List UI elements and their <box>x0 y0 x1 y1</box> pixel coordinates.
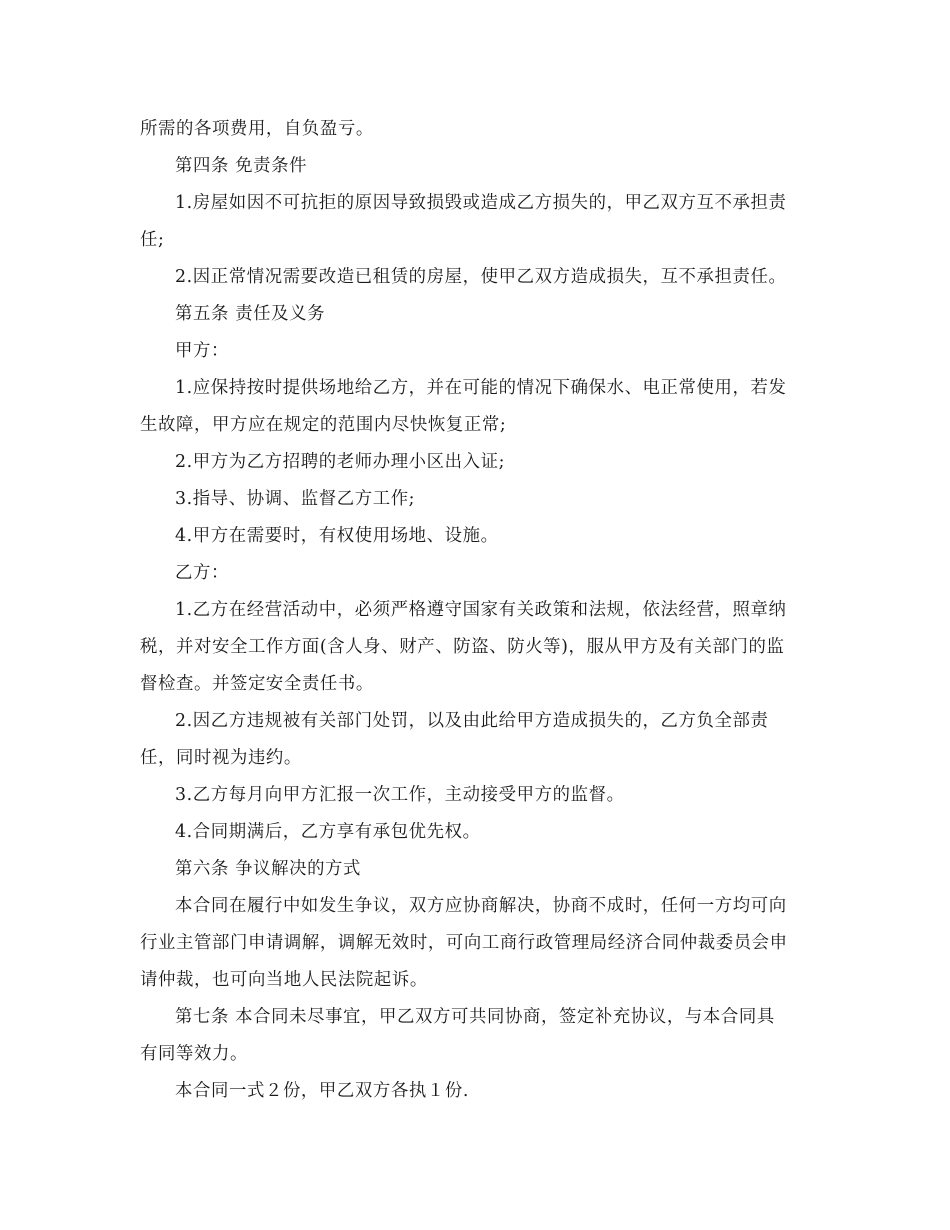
text-line: 所需的各项费用，自负盈亏。 <box>140 119 374 139</box>
text-line: 生故障，甲方应在规定的范围内尽快恢复正常; <box>140 415 507 435</box>
text-line: 督检查。并签定安全责任书。 <box>140 674 374 694</box>
document-body <box>140 111 812 1110</box>
text-line: 2.甲方为乙方招聘的老师办理小区出入证; <box>175 452 506 472</box>
text-line: 任; <box>140 230 165 250</box>
text-line: 3.乙方每月向甲方汇报一次工作，主动接受甲方的监督。 <box>175 785 625 805</box>
section-heading: 第六条 争议解决的方式 <box>175 859 362 879</box>
party-label: 甲方： <box>175 341 229 361</box>
text-line: 1.房屋如因不可抗拒的原因导致损毁或造成乙方损失的，甲乙双方互不承担责 <box>175 193 787 213</box>
section-heading: 第四条 免责条件 <box>175 156 308 176</box>
text-line: 有同等效力。 <box>140 1044 248 1064</box>
text-line: 4.合同期满后，乙方享有承包优先权。 <box>175 822 481 842</box>
text-line: 行业主管部门申请调解，调解无效时，可向工商行政管理局经济合同仲裁委员会申 <box>140 933 788 953</box>
text-line: 请仲裁，也可向当地人民法院起诉。 <box>140 970 428 990</box>
text-line: 1.应保持按时提供场地给乙方，并在可能的情况下确保水、电正常使用，若发 <box>175 378 787 398</box>
text-line: 本合同一式２份，甲乙双方各执１份. <box>175 1081 469 1101</box>
section-heading: 第五条 责任及义务 <box>175 304 326 324</box>
text-line: 2.因正常情况需要改造已租赁的房屋，使甲乙双方造成损失，互不承担责任。 <box>175 267 787 287</box>
party-label: 乙方： <box>175 563 229 583</box>
text-line: 4.甲方在需要时，有权使用场地、设施。 <box>175 526 499 546</box>
text-line: 1.乙方在经营活动中，必须严格遵守国家有关政策和法规，依法经营，照章纳 <box>175 600 787 620</box>
section-heading: 第七条 本合同未尽事宜，甲乙双方可共同协商，签定补充协议，与本合同具 <box>175 1007 775 1027</box>
text-line: 3.指导、协调、监督乙方工作; <box>175 489 416 509</box>
text-line: 任，同时视为违约。 <box>140 748 302 768</box>
text-line: 2.因乙方违规被有关部门处罚，以及由此给甲方造成损失的，乙方负全部责 <box>175 711 769 731</box>
text-line: 本合同在履行中如发生争议，双方应协商解决，协商不成时，任何一方均可向 <box>175 896 787 916</box>
text-line: 税，并对安全工作方面(含人身、财产、防盗、防火等)，服从甲方及有关部门的监 <box>140 637 785 657</box>
